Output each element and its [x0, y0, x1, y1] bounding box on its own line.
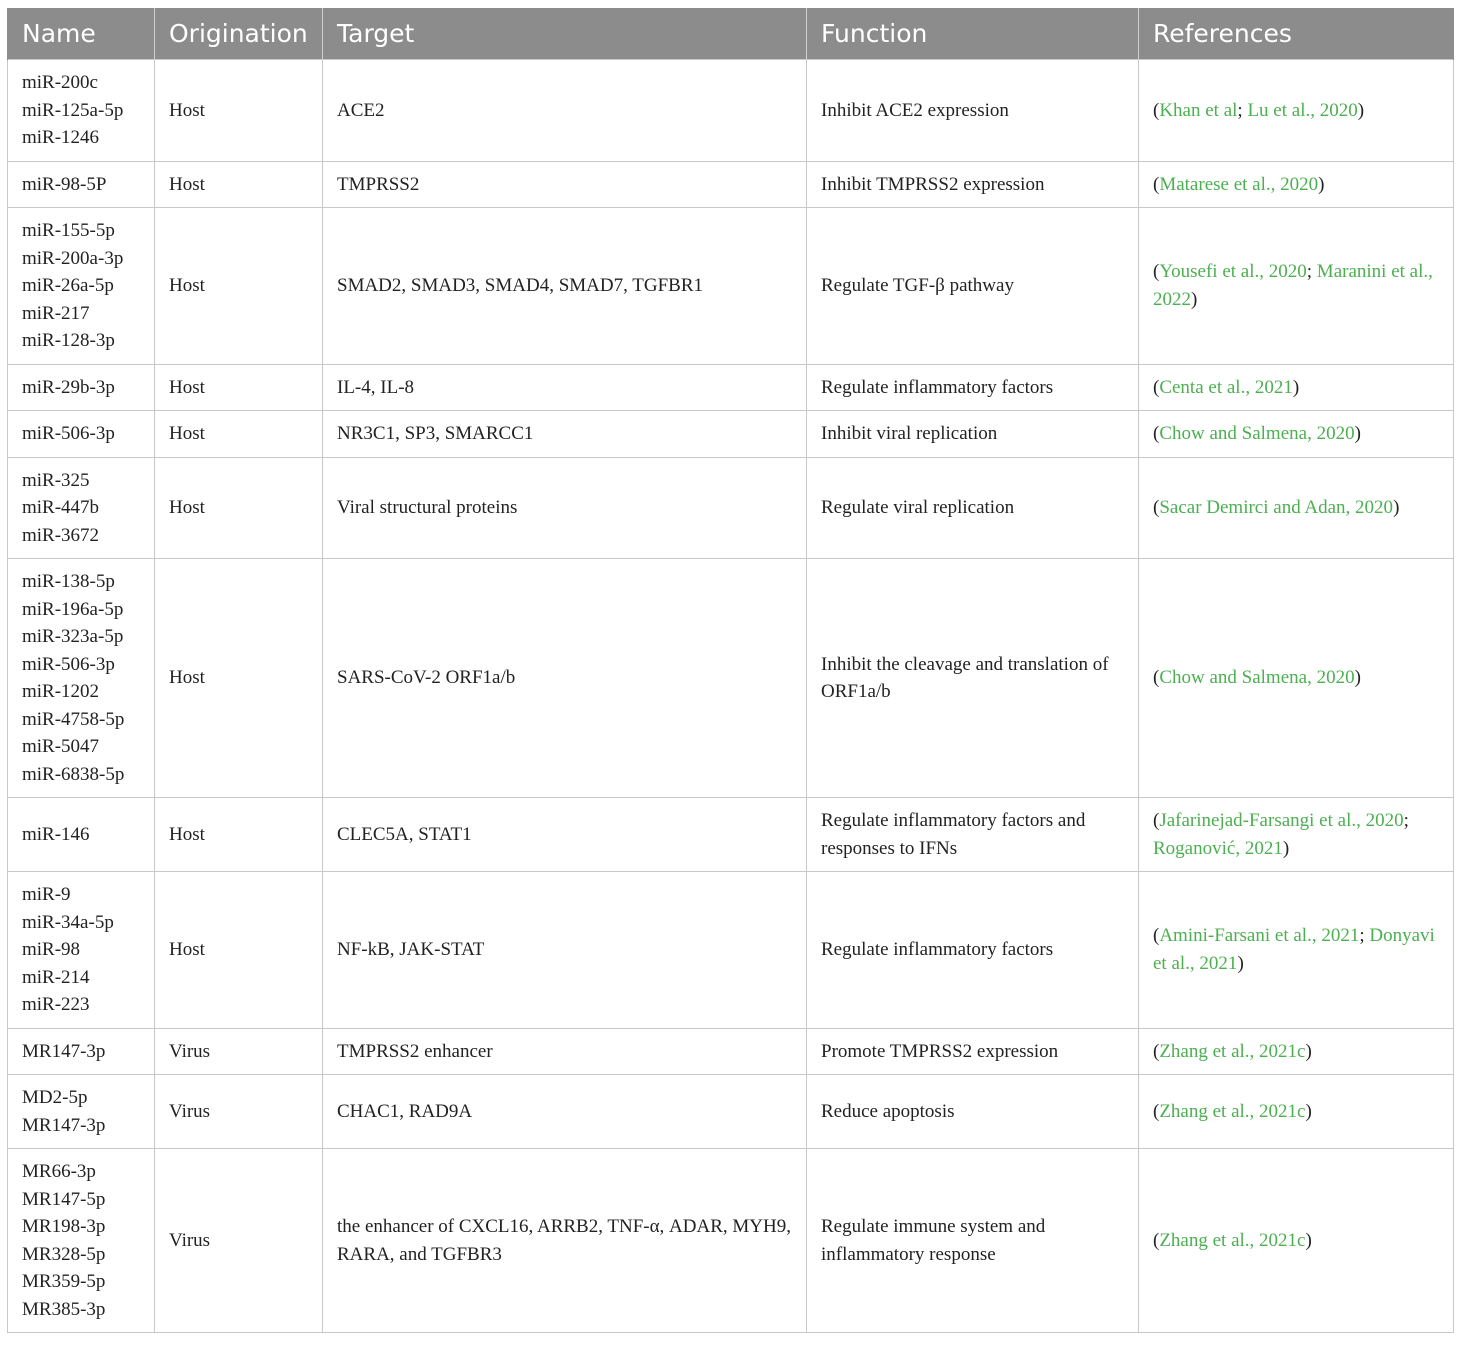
reference-punctuation: (	[1153, 173, 1160, 195]
mirna-name: miR-1246	[22, 127, 100, 148]
reference-punctuation: (	[1153, 1229, 1160, 1251]
mirna-name: MD2-5p	[22, 1087, 88, 1108]
cell-origination: Host	[155, 161, 323, 208]
reference-punctuation: ;	[1359, 925, 1370, 947]
cell-origination: Host	[155, 798, 323, 872]
mirna-name: MR359-5p	[22, 1271, 106, 1292]
cell-references	[1139, 1028, 1454, 1075]
cell-target: the enhancer of CXCL16, ARRB2, TNF-α, ADAR, MYH9, RARA, and TGFBR3	[323, 1149, 807, 1333]
cell-function: Inhibit ACE2 expression	[807, 60, 1139, 162]
cell-name	[8, 1149, 155, 1333]
table-row	[8, 559, 1454, 798]
mirna-table	[7, 8, 1454, 1333]
cell-target: TMPRSS2	[323, 161, 807, 208]
mirna-name: MR385-3p	[22, 1298, 106, 1320]
table-row	[8, 208, 1454, 365]
cell-function: Regulate viral replication	[807, 457, 1139, 559]
reference-link[interactable]: Maranini et al., 2022	[1153, 261, 1433, 310]
reference-punctuation: (	[1153, 376, 1160, 398]
cell-references	[1139, 161, 1454, 208]
mirna-name: miR-217	[22, 302, 90, 324]
cell-target: SARS-CoV-2 ORF1a/b	[323, 559, 807, 798]
mirna-name: miR-214	[22, 966, 90, 988]
reference-punctuation: (	[1153, 497, 1160, 518]
reference-punctuation: )	[1282, 837, 1290, 859]
header-function: Function	[807, 8, 1139, 60]
cell-target: IL-4, IL-8	[323, 364, 807, 411]
header-origination: Origination	[155, 8, 323, 60]
mirna-name: miR-155-5p	[22, 220, 115, 241]
mirna-name: miR-9	[22, 884, 71, 905]
reference-punctuation: )	[1393, 497, 1400, 518]
table-row	[8, 457, 1454, 559]
mirna-name: miR-223	[22, 994, 90, 1015]
mirna-name: miR-447b	[22, 497, 100, 518]
cell-function: Regulate inflammatory factors and responses to IFNs	[807, 798, 1139, 872]
cell-target: SMAD2, SMAD3, SMAD4, SMAD7, TGFBR1	[323, 208, 807, 365]
mirna-name: MR147-5p	[22, 1188, 106, 1210]
reference-punctuation: (	[1153, 423, 1160, 444]
cell-name	[8, 1075, 155, 1149]
reference-link[interactable]: Roganović, 2021	[1153, 837, 1283, 859]
cell-name	[8, 457, 155, 559]
mirna-name: miR-5047	[22, 736, 100, 757]
mirna-name: miR-3672	[22, 524, 100, 546]
reference-punctuation: ;	[1306, 261, 1317, 283]
table-row	[8, 411, 1454, 458]
cell-name	[8, 1028, 155, 1075]
mirna-name: miR-1202	[22, 681, 100, 702]
cell-target: ACE2	[323, 60, 807, 162]
mirna-name: miR-200c	[22, 72, 98, 93]
cell-origination: Host	[155, 208, 323, 365]
cell-origination: Virus	[155, 1028, 323, 1075]
cell-references	[1139, 1149, 1454, 1333]
table-row	[8, 798, 1454, 872]
cell-name	[8, 364, 155, 411]
mirna-name: MR198-3p	[22, 1216, 106, 1237]
reference-link[interactable]: Zhang et al., 2021c	[1159, 1229, 1306, 1251]
cell-origination: Host	[155, 411, 323, 458]
mirna-name: miR-34a-5p	[22, 911, 114, 933]
cell-references	[1139, 208, 1454, 365]
cell-references	[1139, 60, 1454, 162]
reference-punctuation: )	[1354, 667, 1361, 689]
cell-references	[1139, 1075, 1454, 1149]
cell-origination: Host	[155, 872, 323, 1029]
reference-punctuation: (	[1153, 810, 1160, 831]
reference-punctuation: )	[1305, 1229, 1312, 1251]
header-target: Target	[323, 8, 807, 60]
mirna-name: miR-98	[22, 939, 81, 960]
mirna-name: miR-506-3p	[22, 423, 115, 444]
cell-references	[1139, 457, 1454, 559]
mirna-name: MR66-3p	[22, 1161, 96, 1182]
reference-link[interactable]: Lu et al., 2020	[1247, 99, 1358, 121]
reference-link[interactable]: Chow and Salmena, 2020	[1159, 423, 1355, 444]
header-row	[8, 8, 1454, 60]
header-references: References	[1139, 8, 1454, 60]
cell-references	[1139, 798, 1454, 872]
cell-function: Reduce apoptosis	[807, 1075, 1139, 1149]
cell-origination: Virus	[155, 1149, 323, 1333]
reference-link[interactable]: Chow and Salmena, 2020	[1159, 667, 1355, 689]
reference-punctuation: ;	[1403, 810, 1409, 831]
mirna-name: miR-98-5P	[22, 173, 107, 195]
reference-punctuation: (	[1153, 261, 1160, 283]
mirna-name: MR328-5p	[22, 1243, 106, 1265]
mirna-name: miR-196a-5p	[22, 598, 124, 620]
reference-punctuation: (	[1153, 667, 1160, 689]
reference-punctuation: ;	[1237, 99, 1248, 121]
table-row	[8, 1149, 1454, 1333]
cell-function: Regulate TGF-β pathway	[807, 208, 1139, 365]
cell-function: Regulate inflammatory factors	[807, 364, 1139, 411]
reference-link[interactable]: Matarese et al., 2020	[1159, 173, 1319, 195]
reference-link[interactable]: Jafarinejad-Farsangi et al., 2020	[1159, 810, 1404, 831]
cell-origination: Host	[155, 559, 323, 798]
table-body	[8, 60, 1454, 1333]
reference-link[interactable]: Amini-Farsani et al., 2021	[1159, 925, 1360, 947]
table-row	[8, 161, 1454, 208]
reference-link[interactable]: Zhang et al., 2021c	[1159, 1100, 1306, 1122]
table-row	[8, 1028, 1454, 1075]
cell-function: Regulate immune system and inflammatory response	[807, 1149, 1139, 1333]
reference-link[interactable]: Yousefi et al., 2020	[1159, 261, 1307, 283]
reference-punctuation: )	[1354, 423, 1361, 444]
mirna-name: miR-125a-5p	[22, 99, 124, 121]
mirna-name: miR-200a-3p	[22, 247, 124, 269]
reference-link[interactable]: Donyavi et al., 2021	[1153, 925, 1435, 974]
header-name: Name	[8, 8, 155, 60]
mirna-name: miR-6838-5p	[22, 763, 125, 785]
cell-references	[1139, 872, 1454, 1029]
mirna-name: miR-26a-5p	[22, 275, 114, 296]
mirna-name: miR-146	[22, 823, 90, 845]
mirna-name: MR147-3p	[22, 1040, 106, 1062]
cell-references	[1139, 411, 1454, 458]
cell-name	[8, 411, 155, 458]
cell-name	[8, 161, 155, 208]
reference-punctuation: )	[1237, 952, 1244, 974]
reference-punctuation: )	[1357, 99, 1365, 121]
cell-target: Viral structural proteins	[323, 457, 807, 559]
reference-punctuation: )	[1292, 376, 1300, 398]
cell-origination: Virus	[155, 1075, 323, 1149]
reference-punctuation: (	[1153, 925, 1160, 947]
mirna-name: miR-29b-3p	[22, 376, 115, 398]
cell-target: NR3C1, SP3, SMARCC1	[323, 411, 807, 458]
cell-name	[8, 559, 155, 798]
table-row	[8, 364, 1454, 411]
cell-origination: Host	[155, 364, 323, 411]
cell-function: Inhibit the cleavage and translation of ORF1a/b	[807, 559, 1139, 798]
cell-references	[1139, 559, 1454, 798]
reference-punctuation: )	[1305, 1100, 1312, 1122]
mirna-name: miR-4758-5p	[22, 708, 125, 730]
table-header	[8, 8, 1454, 60]
mirna-name: miR-323a-5p	[22, 626, 124, 647]
cell-target: NF-kB, JAK-STAT	[323, 872, 807, 1029]
cell-target: CLEC5A, STAT1	[323, 798, 807, 872]
cell-function: Regulate inflammatory factors	[807, 872, 1139, 1029]
table-row	[8, 872, 1454, 1029]
reference-link[interactable]: Zhang et al., 2021c	[1159, 1040, 1306, 1062]
reference-link[interactable]: Khan et al	[1159, 99, 1238, 121]
cell-function: Inhibit TMPRSS2 expression	[807, 161, 1139, 208]
cell-name	[8, 60, 155, 162]
reference-punctuation: (	[1153, 1100, 1160, 1122]
table-row	[8, 1075, 1454, 1149]
cell-name	[8, 872, 155, 1029]
mirna-name: miR-506-3p	[22, 653, 115, 675]
cell-target: TMPRSS2 enhancer	[323, 1028, 807, 1075]
reference-punctuation: (	[1153, 99, 1160, 121]
mirna-name: miR-128-3p	[22, 330, 115, 351]
table-row	[8, 60, 1454, 162]
reference-punctuation: )	[1318, 173, 1325, 195]
cell-name	[8, 798, 155, 872]
cell-origination: Host	[155, 60, 323, 162]
cell-references	[1139, 364, 1454, 411]
mirna-name: miR-138-5p	[22, 571, 115, 592]
reference-punctuation: )	[1191, 288, 1198, 310]
reference-punctuation: )	[1305, 1040, 1312, 1062]
reference-link[interactable]: Sacar Demirci and Adan, 2020	[1159, 497, 1394, 518]
cell-function: Promote TMPRSS2 expression	[807, 1028, 1139, 1075]
cell-origination: Host	[155, 457, 323, 559]
cell-name	[8, 208, 155, 365]
reference-punctuation: (	[1153, 1040, 1160, 1062]
reference-link[interactable]: Centa et al., 2021	[1159, 376, 1293, 398]
mirna-name: miR-325	[22, 469, 90, 491]
cell-function: Inhibit viral replication	[807, 411, 1139, 458]
mirna-name: MR147-3p	[22, 1114, 106, 1136]
cell-target: CHAC1, RAD9A	[323, 1075, 807, 1149]
